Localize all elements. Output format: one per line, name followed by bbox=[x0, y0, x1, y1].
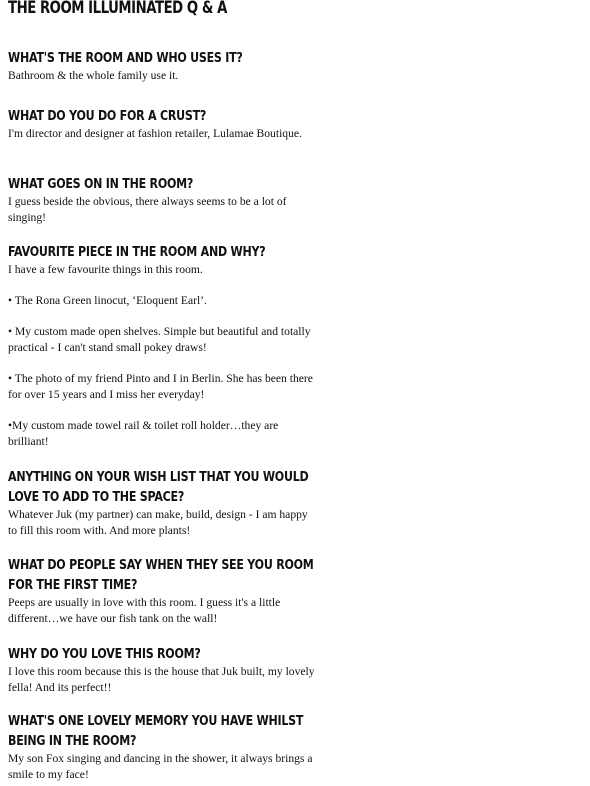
answer-bullet: •My custom made towel rail & toilet roll holder…they are brilliant! bbox=[8, 419, 279, 448]
qa-item bbox=[8, 106, 388, 142]
question: WHY DO YOU LOVE THIS ROOM? bbox=[8, 646, 201, 662]
qa-item bbox=[8, 242, 388, 450]
question: WHAT DO PEOPLE SAY WHEN THEY SEE YOU ROOM FOR THE FIRST TIME? bbox=[8, 557, 314, 593]
qa-item bbox=[8, 467, 388, 539]
answer-paragraph: I have a few favourite things in this room. bbox=[8, 263, 203, 276]
qa-item bbox=[8, 711, 388, 783]
answer-bullet: • The photo of my friend Pinto and I in Berlin. She has been there for over 15 years and I miss her everyday! bbox=[8, 372, 313, 401]
qa-item bbox=[8, 555, 388, 627]
answer-bullet: • The Rona Green linocut, ‘Eloquent Earl’. bbox=[8, 294, 207, 307]
question: WHAT GOES ON IN THE ROOM? bbox=[8, 176, 194, 192]
answer bbox=[8, 262, 318, 450]
question: WHAT'S ONE LOVELY MEMORY YOU HAVE WHILST BEING IN THE ROOM? bbox=[8, 713, 304, 749]
answer: Peeps are usually in love with this room. I guess it's a little different…we have our fish tank on the wall! bbox=[8, 596, 281, 625]
qa-item bbox=[8, 48, 388, 84]
answer-bullet: • My custom made open shelves. Simple but beautiful and totally practical - I can't stand small pokey draws! bbox=[8, 325, 311, 354]
question: FAVOURITE PIECE IN THE ROOM AND WHY? bbox=[8, 244, 266, 260]
question: ANYTHING ON YOUR WISH LIST THAT YOU WOULD LOVE TO ADD TO THE SPACE? bbox=[8, 469, 309, 505]
question: WHAT'S THE ROOM AND WHO USES IT? bbox=[8, 50, 243, 66]
qa-item bbox=[8, 644, 388, 696]
answer: I guess beside the obvious, there always seems to be a lot of singing! bbox=[8, 195, 287, 224]
answer: I'm director and designer at fashion retailer, Lulamae Boutique. bbox=[8, 127, 302, 140]
answer: Whatever Juk (my partner) can make, build, design - I am happy to fill this room with. And more plants! bbox=[8, 508, 308, 537]
question: WHAT DO YOU DO FOR A CRUST? bbox=[8, 108, 207, 124]
answer: My son Fox singing and dancing in the shower, it always brings a smile to my face! bbox=[8, 752, 313, 781]
qa-document bbox=[8, 0, 328, 781]
answer: Bathroom & the whole family use it. bbox=[8, 69, 179, 82]
qa-item bbox=[8, 174, 388, 226]
answer: I love this room because this is the house that Juk built, my lovely fella! And its perfect!! bbox=[8, 665, 315, 694]
page-title: THE ROOM ILLUMINATED Q & A bbox=[8, 0, 227, 18]
